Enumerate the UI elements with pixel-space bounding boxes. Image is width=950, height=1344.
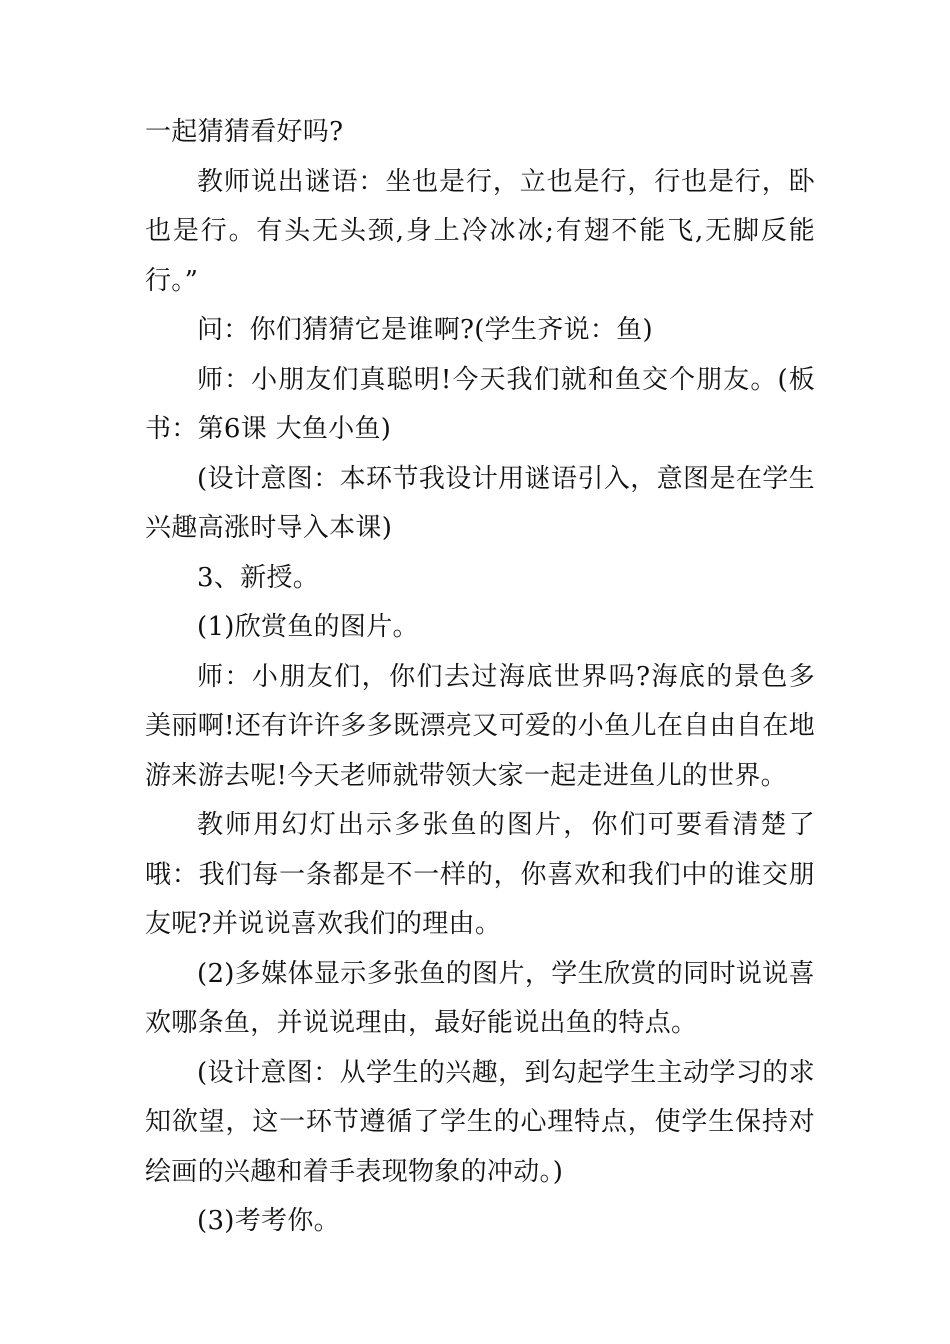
paragraph-undersea-world: 师：小朋友们，你们去过海底世界吗?海底的景色多美丽啊!还有许许多多既漂亮又可爱的小鱼儿在自由自在地游来游去呢!今天老师就带领大家一起走进鱼儿的世界。 [145, 661, 815, 791]
subheading-appreciate-pictures: (1)欣赏鱼的图片。 [197, 612, 419, 642]
subheading-quiz: (3)考考你。 [197, 1206, 340, 1236]
paragraph-question: 问：你们猜猜它是谁啊?(学生齐说：鱼) [197, 315, 653, 345]
paragraph-continuation: 一起猜猜看好吗? [145, 117, 344, 147]
section-heading-new-lesson: 3、新授。 [197, 562, 320, 593]
paragraph-design-intent-2: (设计意图：从学生的兴趣，到勾起学生主动学习的求知欲望，这一环节遵循了学生的心理特点，使学生保持对绘画的兴趣和着手表现物象的冲动。) [145, 1057, 815, 1187]
paragraph-design-intent-1: (设计意图：本环节我设计用谜语引入，意图是在学生兴趣高涨时导入本课) [145, 463, 815, 543]
paragraph-riddle: 教师说出谜语：坐也是行，立也是行，行也是行，卧也是行。有头无头颈,身上冷冰冰;有翅不能飞,无脚反能行。” [145, 166, 815, 296]
paragraph-multimedia: (2)多媒体显示多张鱼的图片，学生欣赏的同时说说喜欢哪条鱼，并说说理由，最好能说出鱼的特点。 [145, 958, 815, 1038]
paragraph-teacher-intro: 师：小朋友们真聪明!今天我们就和鱼交个朋友。(板书：第6课 大鱼小鱼) [145, 364, 815, 444]
paragraph-slides: 教师用幻灯出示多张鱼的图片，你们可要看清楚了哦：我们每一条都是不一样的，你喜欢和我们中的谁交朋友呢?并说说喜欢我们的理由。 [145, 810, 815, 939]
document-body [145, 108, 815, 1247]
